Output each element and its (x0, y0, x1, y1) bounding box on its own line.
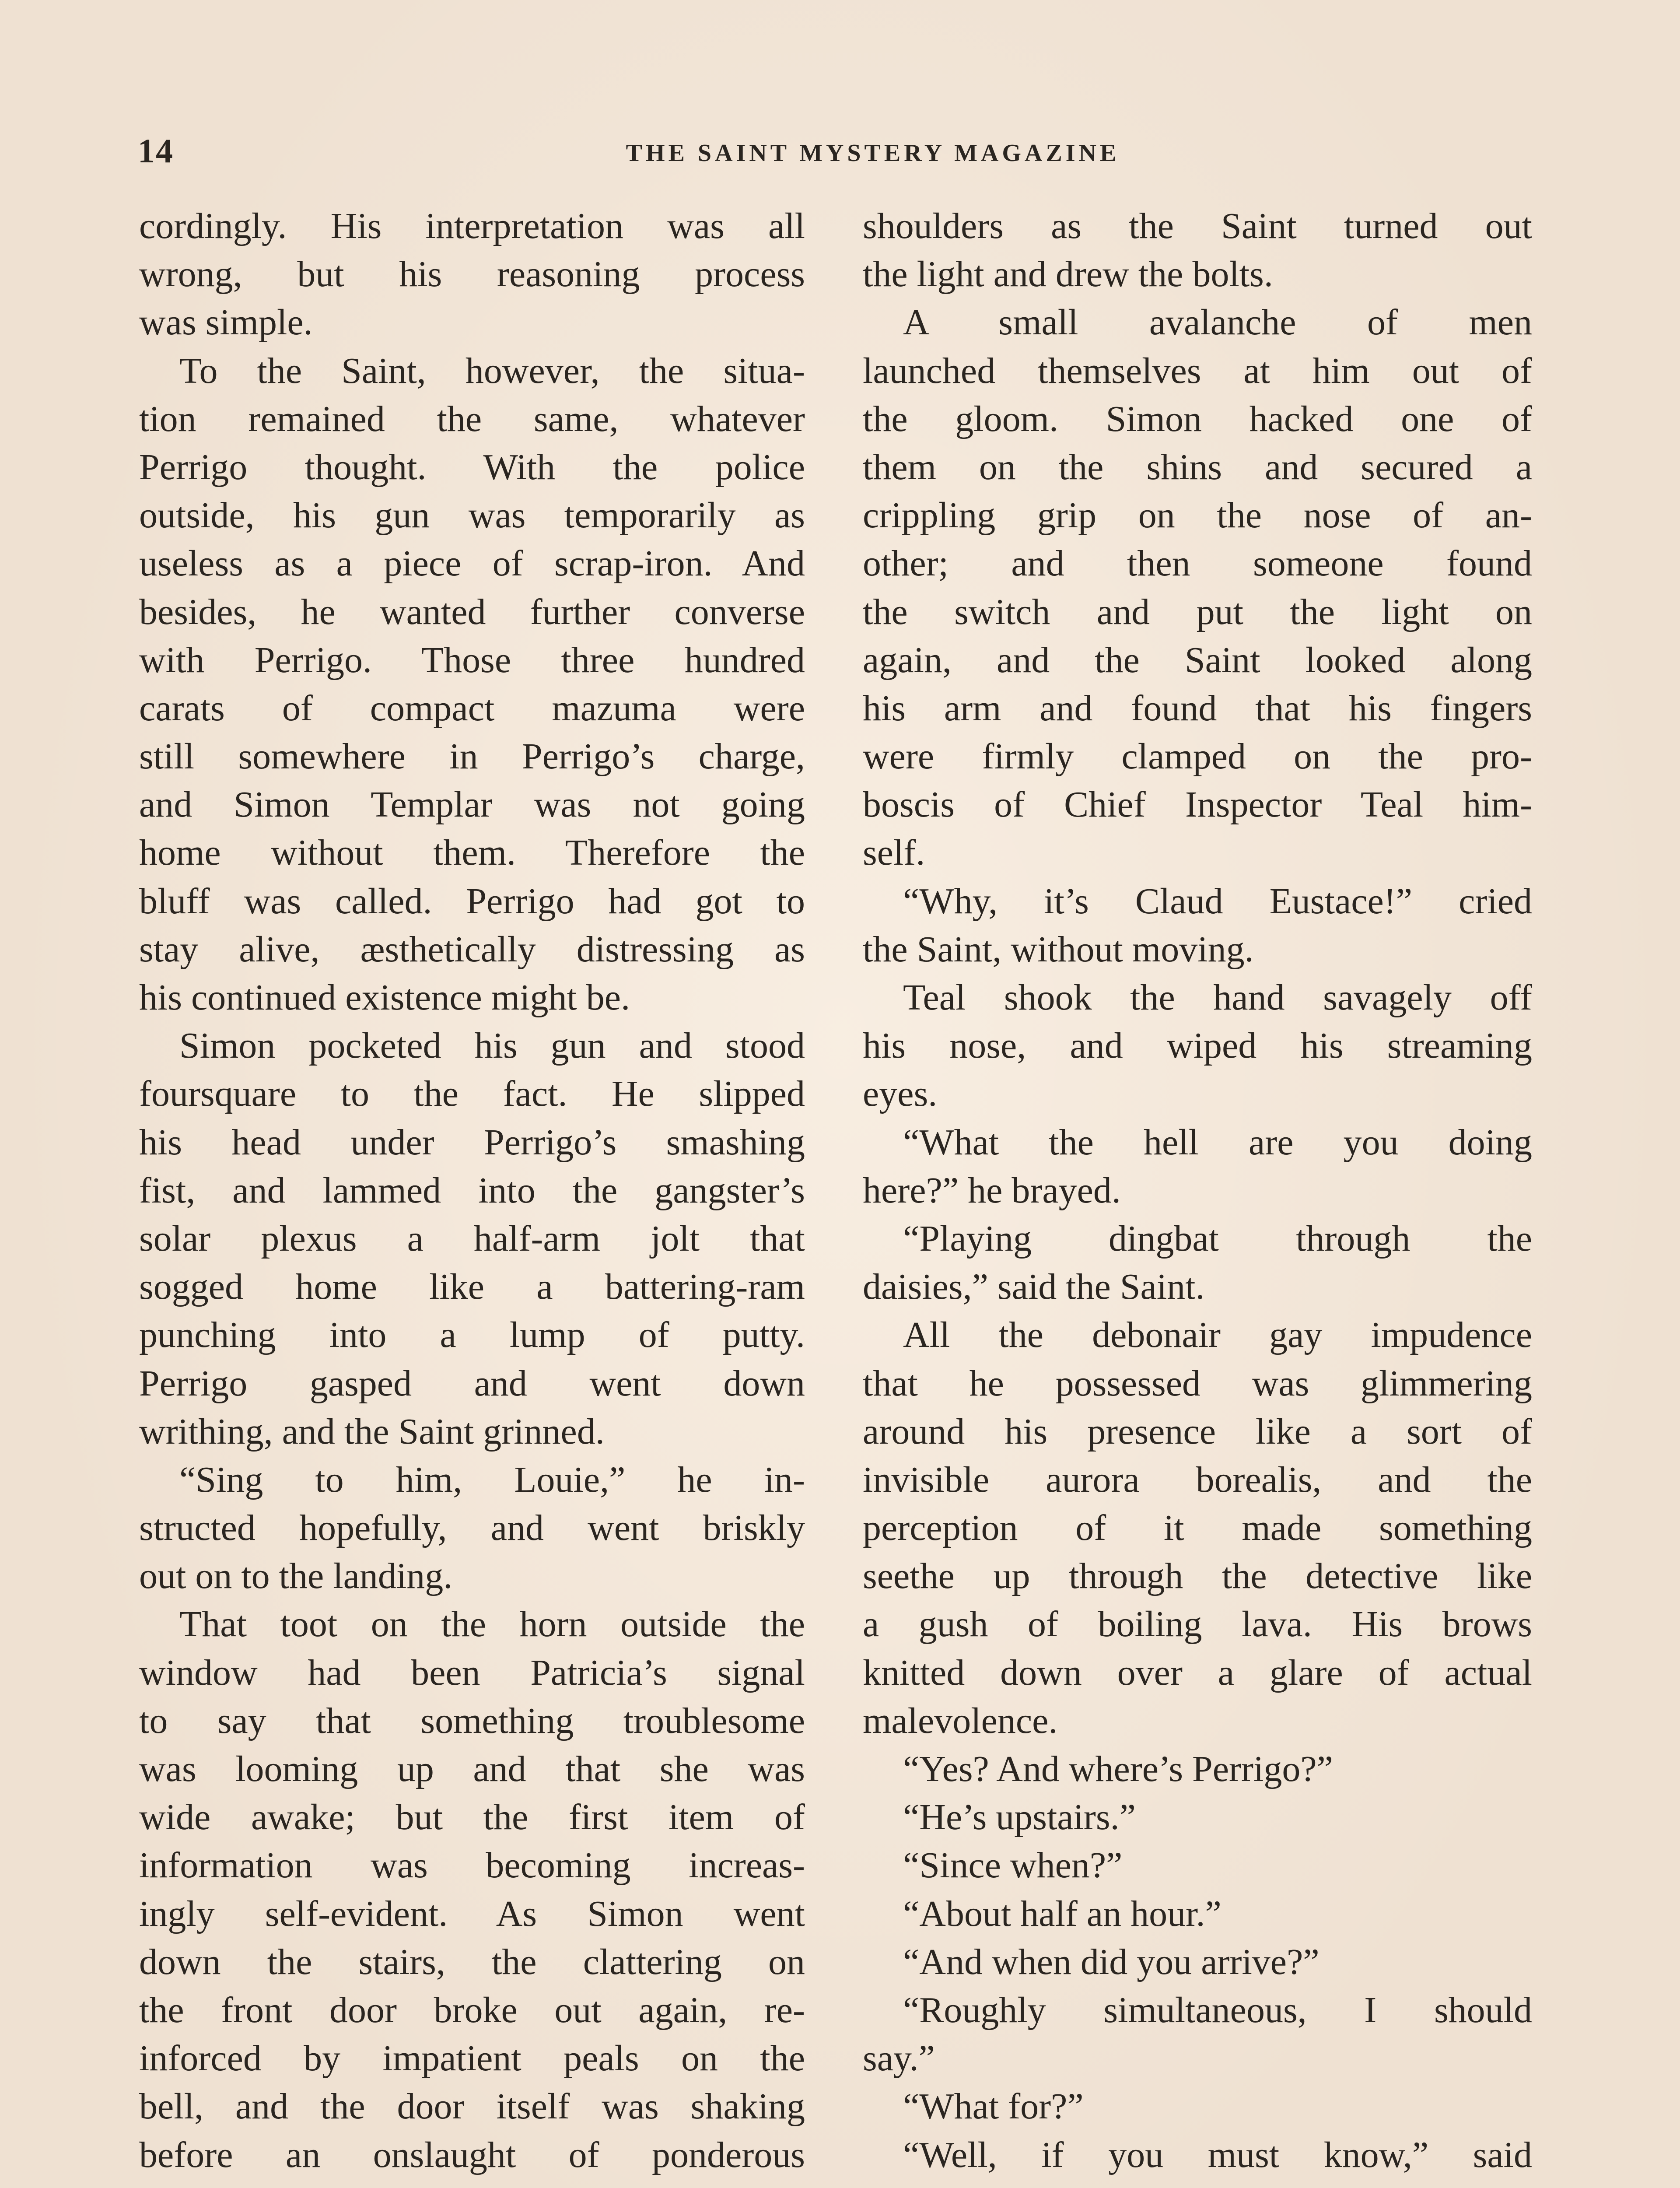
text-line: was simple. (139, 302, 313, 343)
text-line: wide awake; but the first item of (139, 1797, 805, 1838)
text-line: home without them. Therefore the (139, 832, 805, 873)
text-line: useless as a piece of scrap-iron. And (139, 543, 805, 584)
text-line: again, and the Saint looked along (863, 639, 1532, 680)
text-line: “What the hell are you doing (903, 1122, 1532, 1163)
text-line: still somewhere in Perrigo’s charge, (139, 736, 805, 777)
left-column (139, 202, 805, 2179)
text-line: here?” he brayed. (863, 1170, 1121, 1211)
text-line: “Sing to him, Louie,” he in- (179, 1459, 805, 1500)
text-line: foursquare to the fact. He slipped (139, 1073, 805, 1115)
text-line: eyes. (863, 1073, 938, 1115)
page-number: 14 (138, 132, 174, 170)
text-line: bluff was called. Perrigo had got to (139, 880, 805, 922)
running-title: THE SAINT MYSTERY MAGAZINE (626, 140, 1120, 167)
text-line: the front door broke out again, re- (139, 1989, 805, 2030)
text-line: inforced by impatient peals on the (139, 2038, 805, 2079)
text-line: “Playing dingbat through the (903, 1218, 1532, 1259)
text-line: the gloom. Simon hacked one of (863, 398, 1532, 439)
text-line: Simon pocketed his gun and stood (179, 1025, 805, 1066)
text-line: “And when did you arrive?” (903, 1941, 1320, 1982)
text-line: a gush of boiling lava. His brows (863, 1604, 1532, 1645)
text-line: information was becoming increas- (139, 1845, 805, 1886)
text-line: stay alive, æsthetically distressing as (139, 929, 805, 970)
text-line: bell, and the door itself was shaking (139, 2086, 805, 2127)
text-line: that he possessed was glimmering (863, 1363, 1532, 1404)
text-line: invisible aurora borealis, and the (863, 1459, 1532, 1500)
text-line: besides, he wanted further converse (139, 591, 805, 632)
text-line: punching into a lump of putty. (139, 1315, 805, 1356)
page-header (138, 131, 1547, 184)
text-line: his arm and found that his fingers (863, 687, 1532, 729)
text-line: “Roughly simultaneous, I should (903, 1989, 1532, 2030)
text-line: the Saint, without moving. (863, 929, 1254, 970)
text-line: seethe up through the detective like (863, 1556, 1532, 1597)
text-line: All the debonair gay impudence (903, 1315, 1532, 1356)
text-line: perception of it made something (863, 1508, 1532, 1549)
text-line: writhing, and the Saint grinned. (139, 1411, 605, 1452)
text-line: launched themselves at him out of (863, 350, 1532, 391)
text-line: around his presence like a sort of (863, 1411, 1532, 1452)
text-line: carats of compact mazuma were (139, 687, 805, 729)
text-line: his continued existence might be. (139, 977, 630, 1018)
text-line: ingly self-evident. As Simon went (139, 1893, 805, 1934)
text-line: down the stairs, the clattering on (139, 1941, 805, 1982)
text-line: the switch and put the light on (863, 591, 1532, 632)
text-line: solar plexus a half-arm jolt that (139, 1218, 805, 1259)
text-line: “What for?” (903, 2086, 1084, 2127)
text-line: to say that something troublesome (139, 1700, 805, 1741)
text-line: self. (863, 832, 925, 873)
text-line: malevolence. (863, 1700, 1058, 1741)
text-line: them on the shins and secured a (863, 446, 1532, 487)
text-line: “He’s upstairs.” (903, 1797, 1136, 1838)
text-line: say.” (863, 2038, 935, 2079)
text-line: structed hopefully, and went briskly (139, 1508, 805, 1549)
text-line: “Well, if you must know,” said (903, 2134, 1532, 2175)
text-line: wrong, but his reasoning process (139, 254, 805, 295)
text-line: Teal shook the hand savagely off (903, 977, 1532, 1018)
text-line: his nose, and wiped his streaming (863, 1025, 1532, 1066)
text-line: out on to the landing. (139, 1556, 453, 1597)
text-line: sogged home like a battering-ram (139, 1266, 805, 1308)
text-line: “Yes? And where’s Perrigo?” (903, 1749, 1333, 1789)
text-line: before an onslaught of ponderous (139, 2134, 805, 2175)
text-line: the light and drew the bolts. (863, 254, 1273, 295)
text-line: “About half an hour.” (903, 1893, 1222, 1934)
text-line: daisies,” said the Saint. (863, 1266, 1205, 1308)
text-line: tion remained the same, whatever (139, 398, 805, 439)
text-line: other; and then someone found (863, 543, 1532, 584)
text-line: A small avalanche of men (903, 302, 1532, 343)
text-line: fist, and lammed into the gangster’s (139, 1170, 805, 1211)
text-line: “Since when?” (903, 1845, 1123, 1886)
text-line: shoulders as the Saint turned out (863, 206, 1532, 246)
text-line: Perrigo gasped and went down (139, 1363, 805, 1404)
text-line: outside, his gun was temporarily as (139, 495, 805, 536)
right-column (863, 202, 1532, 2179)
text-line: “Why, it’s Claud Eustace!” cried (903, 880, 1532, 922)
text-line: That toot on the horn outside the (179, 1604, 805, 1645)
text-line: and Simon Templar was not going (139, 784, 805, 825)
text-line: Perrigo thought. With the police (139, 446, 805, 487)
text-line: was looming up and that she was (139, 1749, 805, 1789)
text-line: cordingly. His interpretation was all (139, 206, 805, 246)
text-line: with Perrigo. Those three hundred (139, 639, 805, 680)
text-line: boscis of Chief Inspector Teal him- (863, 784, 1532, 825)
text-line: To the Saint, however, the situa- (179, 350, 805, 391)
text-line: his head under Perrigo’s smashing (139, 1122, 805, 1163)
text-line: were firmly clamped on the pro- (863, 736, 1532, 777)
text-line: window had been Patricia’s signal (139, 1652, 805, 1693)
text-line: knitted down over a glare of actual (863, 1652, 1532, 1693)
text-line: crippling grip on the nose of an- (863, 495, 1532, 536)
